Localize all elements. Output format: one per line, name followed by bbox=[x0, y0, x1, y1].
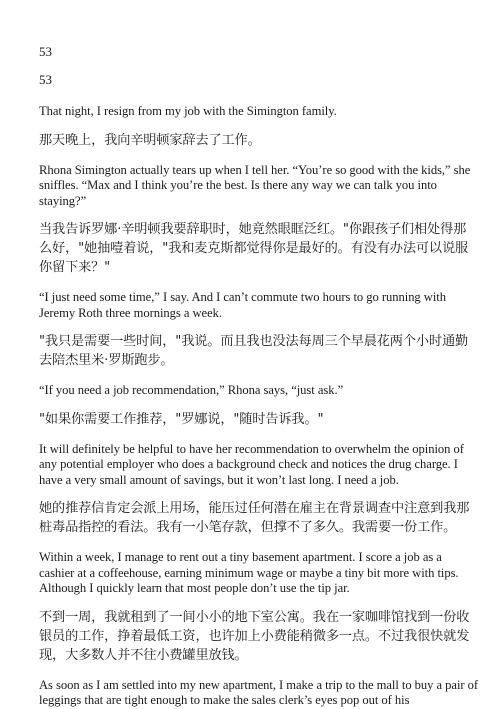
paragraph-zh: "我只是需要一些时间，"我说。而且我也没法每周三个早晨花两个小时通勤去陪杰里米·罗斯跑步。 bbox=[39, 334, 469, 368]
paragraph-zh: 她的推荐信肯定会派上用场，能压过任何潜在雇主在背景调查中注意到我那桩毒品指控的看法。我有一小笔存款，但撑不了多久。我需要一份工作。 bbox=[39, 501, 470, 535]
paragraph-en: Within a week, I manage to rent out a tiny basement apartment. I score a job as a cashier at a coffeehouse, earning minimum wage or maybe a tiny bit more with tips. Although I quickly learn that most people don’t use the tip jar. bbox=[39, 550, 459, 595]
page-number: 53 bbox=[39, 44, 52, 59]
paragraph-zh: 当我告诉罗娜·辛明顿我要辞职时，她竟然眼眶泛红。"你跟孩子们相处得那么好，"她抽噎着说，"我和麦克斯都觉得你是最好的。有没有办法可以说服你留下来？" bbox=[39, 222, 469, 275]
paragraph-en: As soon as I am settled into my new apartment, I make a trip to the mall to buy a pair of leggings that are tight enough to make the sales clerk’s eyes pop out of his bbox=[39, 677, 479, 707]
paragraph-en: That night, I resign from my job with the Simington family. bbox=[39, 104, 337, 118]
paragraph-en: “I just need some time,” I say. And I can’t commute two hours to go running with Jeremy Roth three mornings a week. bbox=[39, 290, 446, 320]
document-page bbox=[39, 44, 479, 709]
paragraph-zh: 不到一周，我就租到了一间小小的地下室公寓。我在一家咖啡馆找到一份收银员的工作，挣着最低工资，也许加上小费能稍微多一点。不过我很快就发现，大多数人并不往小费罐里放钱。 bbox=[39, 609, 470, 663]
paragraph-en: Rhona Simington actually tears up when I tell her. “You’re so good with the kids,” she sniffles. “Max and I think you’re the best. Is there any way we can talk you into staying?” bbox=[39, 162, 471, 208]
paragraph-zh: 那天晚上，我向辛明顿家辞去了工作。 bbox=[39, 132, 261, 148]
paragraph-zh: "如果你需要工作推荐，"罗娜说，"随时告诉我。" bbox=[39, 411, 324, 427]
paragraph-en: It will definitely be helpful to have her recommendation to overwhelm the opinion of any potential employer who does a background check and notices the drug charge. I have a very small amount of savings, but it won’t last long. I need a job. bbox=[39, 441, 464, 487]
paragraph-en: “If you need a job recommendation,” Rhona says, “just ask.” bbox=[39, 383, 344, 397]
page-number: 53 bbox=[39, 72, 52, 87]
